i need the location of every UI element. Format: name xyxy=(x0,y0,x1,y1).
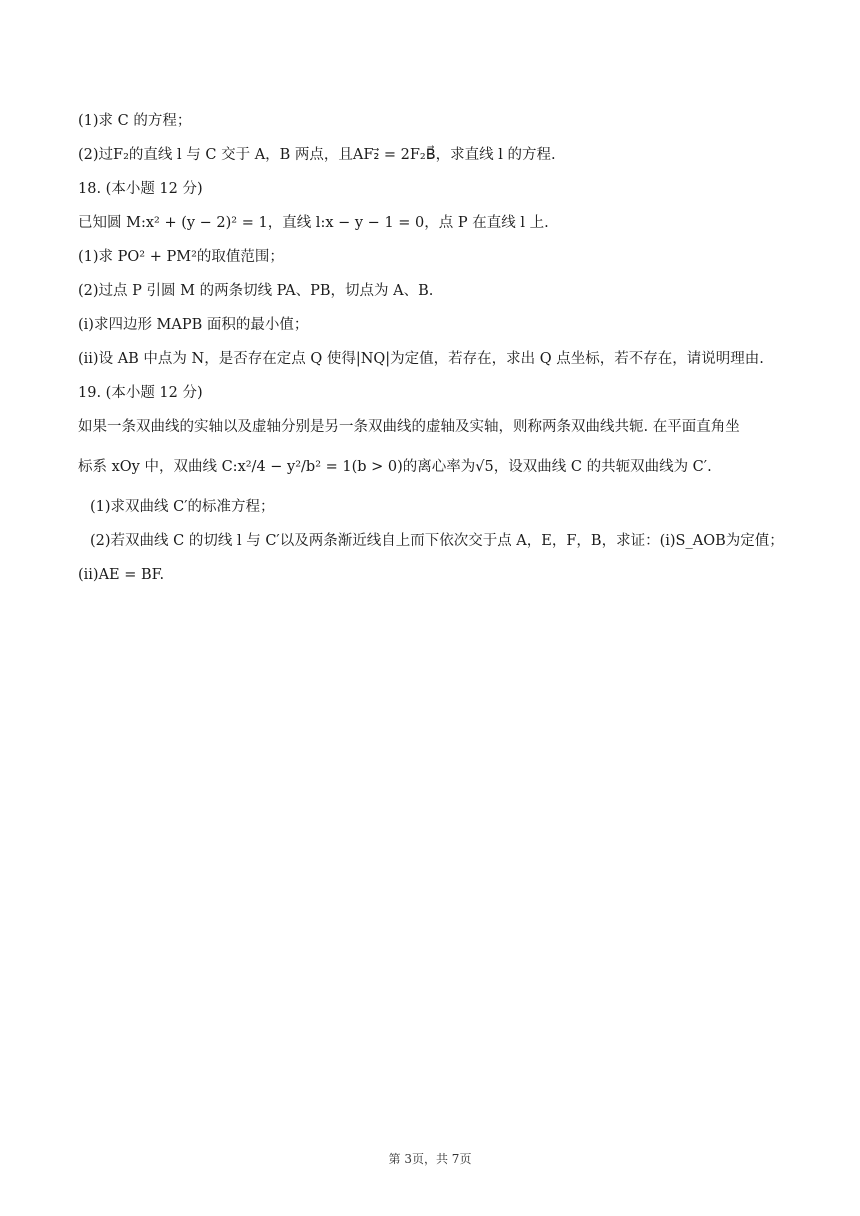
q19-part2: (2)若双曲线 C 的切线 l 与 C′以及两条渐近线自上而下依次交于点 A，E，F，B，求证：(i)S_AOB为定值； xyxy=(90,533,784,549)
q18-part2-ii: (ii)设 AB 中点为 N，是否存在定点 Q 使得|NQ|为定值，若存在，求出 Q 点坐标，若不存在，请说明理由. xyxy=(78,351,764,367)
q17-part1: (1)求 C 的方程； xyxy=(78,113,192,129)
q19-part1: (1)求双曲线 C′的标准方程； xyxy=(90,499,275,515)
q18-part2-i: (i)求四边形 MAPB 面积的最小值； xyxy=(78,317,309,333)
q19-stem-line1: 如果一条双曲线的实轴以及虚轴分别是另一条双曲线的虚轴及实轴，则称两条双曲线共轭. 在平面直角坐 xyxy=(78,419,740,435)
q18-heading: 18. (本小题 12 分) xyxy=(78,181,203,197)
q18-stem: 已知圆 M:x² + (y − 2)² = 1，直线 l:x − y − 1 = 0，点 P 在直线 l 上. xyxy=(78,215,549,231)
page-footer: 第 3页，共 7页 xyxy=(388,1152,472,1166)
q19-stem-line2: 标系 xOy 中，双曲线 C:x²/4 − y²/b² = 1(b > 0)的离心率为√5，设双曲线 C 的共轭双曲线为 C′. xyxy=(78,459,712,475)
q19-part2-ii: (ii)AE = BF. xyxy=(78,567,165,583)
q18-part2: (2)过点 P 引圆 M 的两条切线 PA、PB，切点为 A、B. xyxy=(78,283,434,299)
q17-part2: (2)过F₂的直线 l 与 C 交于 A，B 两点，且AF₂⃗ = 2F₂B⃗，求直线 l 的方程. xyxy=(78,147,556,163)
q18-part1: (1)求 PO² + PM²的取值范围； xyxy=(78,249,284,265)
q19-heading: 19. (本小题 12 分) xyxy=(78,385,203,401)
